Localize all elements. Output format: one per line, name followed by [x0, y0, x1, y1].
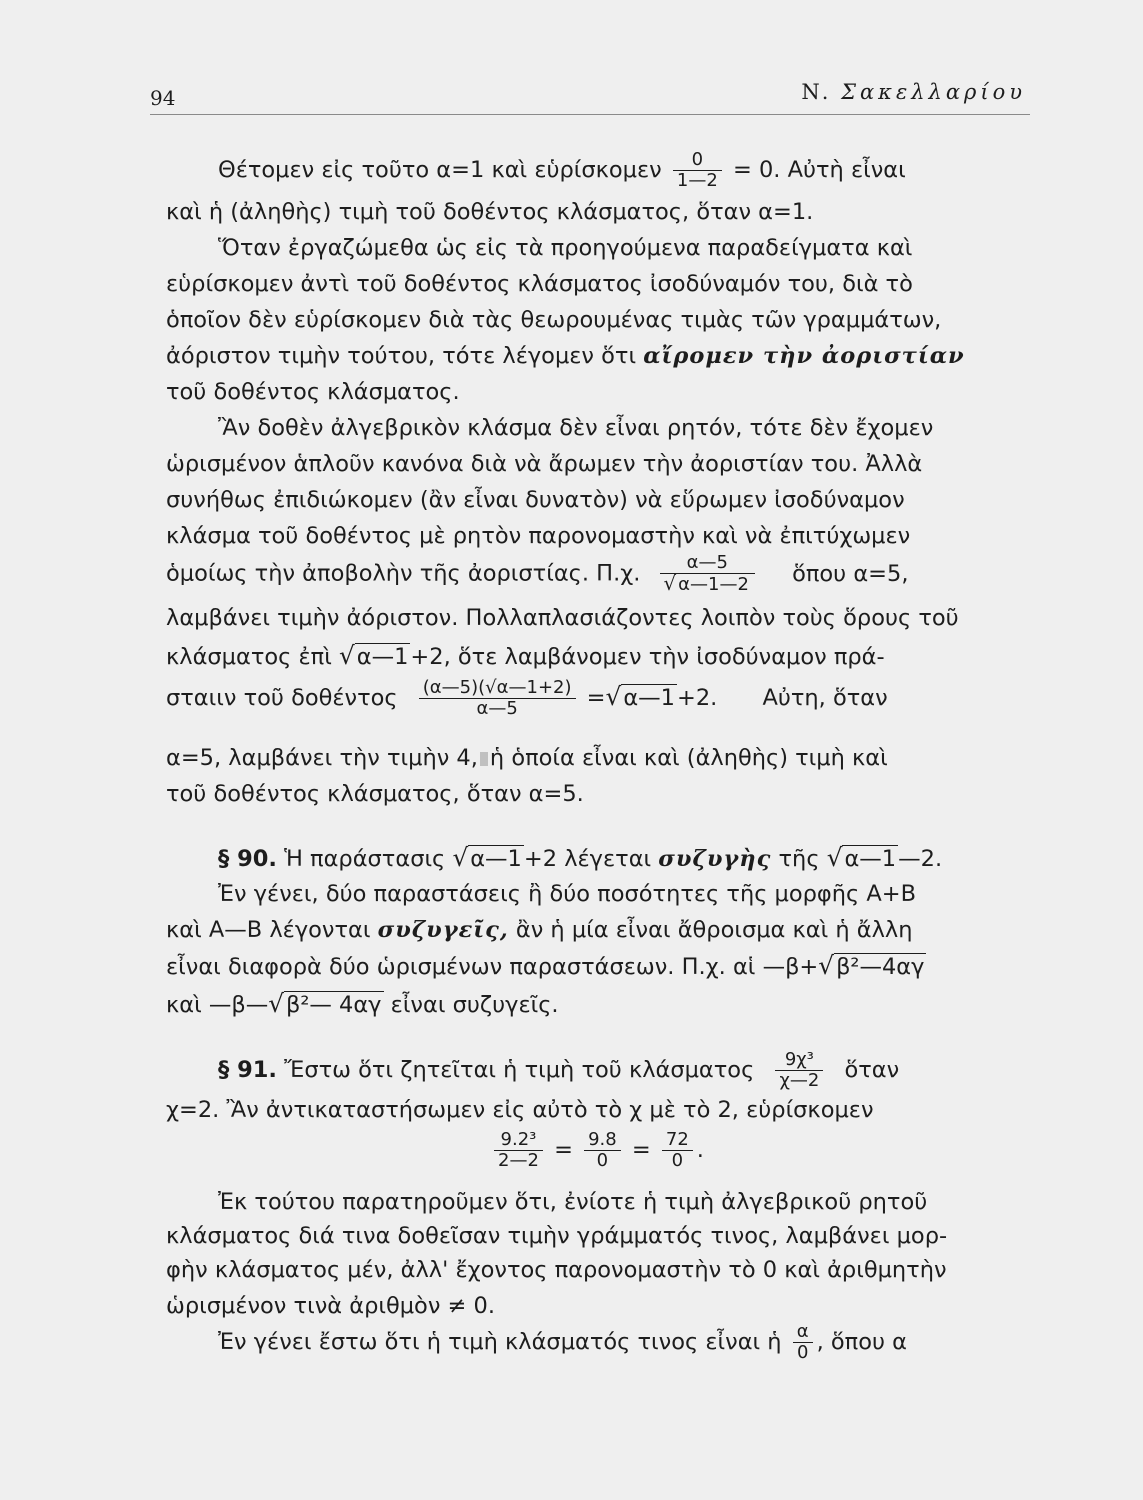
radicand: β²—4αγ: [836, 954, 925, 980]
text-span: ὁμοίως τὴν ἀποβολὴν τῆς ἀοριστίας. Π.χ.: [166, 560, 641, 587]
running-head-name: Σακελλαρίου: [841, 80, 1026, 104]
text-span: συνήθως ἐπιδιώκομεν (ἂν εἶναι δυνατὸν) νὰ εὕρωμεν ἰσοδύναμον: [166, 487, 905, 513]
text-span: ὅταν: [844, 1057, 900, 1083]
fraction: [775, 1050, 823, 1091]
text-span: Ἐκ τούτου παρατηροῦμεν ὅτι, ἐνίοτε ἡ τιμὴ ἀλγεβρικοῦ ρητοῦ: [218, 1189, 928, 1215]
fraction-numerator: α: [796, 1321, 809, 1342]
fraction: [793, 1322, 813, 1363]
text-span: +2.: [676, 685, 718, 711]
equals-sign: =: [586, 685, 606, 711]
text-span: ὡρισμένον τινὰ ἀριθμὸν ≠ 0.: [166, 1293, 496, 1319]
fraction: [673, 150, 722, 191]
section-91-line: [218, 1050, 1044, 1091]
radical: √β²— 4αγ: [268, 989, 382, 1018]
text-span: Ἐν γένει ἔστω ὅτι ἡ τιμὴ κλάσματός τινος εἶναι ἡ: [218, 1329, 782, 1355]
text-line-4: [166, 270, 1044, 298]
text-span: καὶ ἡ (ἀληθὴς) τιμὴ τοῦ δοθέντος κλάσματος, ὅταν α=1.: [166, 199, 814, 225]
text-line-5: [166, 306, 1044, 334]
text-line-21: [166, 952, 1044, 981]
fraction-numerator: α—5: [686, 552, 728, 573]
section-number: § 90.: [218, 846, 277, 872]
text-line-6: [166, 342, 1044, 370]
radical: √α—1: [826, 843, 897, 872]
text-span: τῆς: [778, 846, 820, 872]
section-number: § 91.: [218, 1057, 277, 1083]
running-head-initial: Ν.: [801, 80, 831, 104]
fraction-numerator: 9χ³: [784, 1049, 814, 1070]
text-span: ὡρισμένον ἁπλοῦν κανόνα διὰ νὰ ἄρωμεν τὴν ἀοριστίαν του. Ἀλλὰ: [166, 451, 923, 477]
text-line-15: [166, 678, 1044, 719]
fraction-denominator: [660, 573, 755, 595]
emphasized-term: συζυγὴς: [658, 846, 772, 872]
radicand: α—1—2: [678, 574, 749, 595]
fraction: [662, 1130, 693, 1171]
equation-line: [490, 1130, 790, 1171]
radicand: β²— 4αγ: [286, 992, 382, 1018]
text-line-12: [166, 553, 1044, 595]
ink-blot-mark: [480, 752, 488, 766]
text-span: Ἔστω ὅτι ζητεῖται ἡ τιμὴ τοῦ κλάσματος: [284, 1057, 755, 1083]
text-line-27: [166, 1222, 1044, 1250]
text-line-7: [166, 378, 1044, 406]
text-line-2: [166, 198, 1044, 226]
fraction: [584, 1130, 621, 1171]
fraction-denominator: 0: [793, 1342, 813, 1363]
page-header: [150, 80, 1030, 115]
text-span: τοῦ δοθέντος κλάσματος, ὅταν α=5.: [166, 781, 584, 807]
text-line-10: [166, 486, 1044, 514]
text-span: καὶ Α—Β λέγονται: [166, 917, 371, 943]
text-span: εὑρίσκομεν ἀντὶ τοῦ δοθέντος κλάσματος ἰσοδύναμόν του, διὰ τὸ: [166, 271, 913, 297]
running-head: [801, 80, 1026, 104]
text-span: ὅπου α=5,: [792, 560, 909, 587]
radicand: α—1: [356, 644, 409, 670]
text-line-22: [166, 990, 1044, 1019]
text-span: Ὅταν ἐργαζώμεθα ὡς εἰς τὰ προηγούμενα παραδείγματα καὶ: [218, 235, 913, 261]
radical: √ α—1—2: [663, 572, 749, 595]
text-span: φὴν κλάσματος μέν, ἀλλ' ἔχοντος παρονομαστὴν τὸ 0 καὶ ἀριθμητὴν: [166, 1257, 947, 1283]
fraction: [494, 1130, 543, 1171]
text-span: Ἂν δοθὲν ἀλγεβρικὸν κλάσμα δὲν εἶναι ρητόν, τότε δὲν ἔχομεν: [218, 415, 934, 441]
text-line-26: [218, 1188, 1044, 1216]
text-span: εἶναι διαφορὰ δύο ὡρισμένων παραστάσεων. Π.χ. αἱ —β+: [166, 954, 819, 980]
text-line-24: [166, 1096, 1044, 1124]
radical: √β²—4αγ: [818, 951, 925, 980]
page-number: 94: [150, 86, 176, 110]
text-span: Ἡ παράστασις: [284, 846, 446, 872]
text-span: λαμβάνει τιμὴν ἀόριστον. Πολλαπλασιάζοντες λοιπὸν τοὺς ὅρους τοῦ: [166, 605, 959, 631]
equals-sign: =: [631, 1137, 651, 1163]
fraction-numerator: 9.2³: [500, 1129, 537, 1150]
text-line-29: [166, 1292, 1044, 1320]
text-span: = 0. Αὐτὴ εἶναι: [732, 157, 906, 183]
text-line-1: [218, 150, 1044, 191]
text-line-20: [166, 916, 1044, 944]
radical: √α—1: [338, 641, 409, 670]
text-span: —2.: [898, 846, 943, 872]
text-span: ἡ ὁποία εἶναι καὶ (ἀληθὴς) τιμὴ καὶ: [489, 745, 888, 771]
text-span: , ὅπου α: [816, 1329, 907, 1355]
equals-sign: =: [554, 1137, 573, 1163]
text-span: +2 λέγεται: [523, 846, 652, 872]
text-span: χ=2. Ἂν ἀντικαταστήσωμεν εἰς αὐτὸ τὸ χ μὲ τὸ 2, εὑρίσκομεν: [166, 1097, 874, 1123]
text-span: Αὐτη, ὅταν: [762, 685, 888, 711]
emphasized-term: συζυγεῖς,: [377, 917, 509, 943]
fraction-numerator: (α—5)(√α—1+2): [422, 677, 572, 698]
text-line-16: [166, 744, 1044, 772]
text-span: ὁποῖον δὲν εὑρίσκομεν διὰ τὰς θεωρουμένας τιμὰς τῶν γραμμάτων,: [166, 307, 942, 333]
text-span: .: [696, 1137, 704, 1163]
fraction-numerator: 0: [691, 149, 704, 170]
emphasized-term: αἴρομεν τὴν ἀοριστίαν: [643, 343, 965, 369]
text-span: ἂν ἡ μία εἶναι ἄθροισμα καὶ ἡ ἄλλη: [515, 917, 913, 943]
text-span: καὶ —β—: [166, 992, 269, 1018]
fraction-denominator: 0: [584, 1150, 621, 1171]
radical: √α—1: [605, 682, 675, 711]
text-span: εἶναι συζυγεῖς.: [390, 992, 559, 1018]
text-span: Θέτομεν εἰς τοῦτο α=1 καὶ εὑρίσκομεν: [218, 157, 662, 183]
text-line-11: [166, 522, 1044, 550]
section-90-line: [218, 844, 1044, 873]
radicand: α—1: [623, 685, 675, 711]
fraction-numerator: 9.8: [588, 1129, 617, 1150]
text-span: +2, ὅτε λαμβάνομεν τὴν ἰσοδύναμον πρά-: [410, 644, 885, 670]
text-span: κλάσματος διά τινα δοθεῖσαν τιμὴν γράμματός τινος, λαμβάνει μορ-: [166, 1223, 948, 1249]
fraction-denominator: χ—2: [775, 1070, 823, 1091]
text-line-13: [166, 604, 1044, 632]
text-span: Ἐν γένει, δύο παραστάσεις ἢ δύο ποσότητες τῆς μορφῆς Α+Β: [218, 881, 917, 907]
radicand: α—1: [470, 846, 522, 872]
text-line-9: [166, 450, 1044, 478]
text-line-17: [166, 780, 1044, 808]
radicand: α—1: [844, 846, 897, 872]
text-span: τοῦ δοθέντος κλάσματος.: [166, 379, 460, 405]
fraction-denominator: 0: [662, 1150, 693, 1171]
fraction: [660, 553, 755, 595]
fraction-numerator: 72: [665, 1129, 689, 1150]
text-line-14: [166, 642, 1044, 671]
text-span: α=5, λαμβάνει τὴν τιμὴν 4,: [166, 745, 478, 771]
fraction-denominator: 2—2: [494, 1150, 543, 1171]
text-line-8: [218, 414, 1044, 442]
text-line-28: [166, 1256, 1044, 1284]
text-span: κλάσμα τοῦ δοθέντος μὲ ρητὸν παρονομαστὴν καὶ νὰ ἐπιτύχωμεν: [166, 523, 911, 549]
text-line-3: [218, 234, 1044, 262]
text-span: σταιιν τοῦ δοθέντος: [166, 685, 398, 711]
text-line-19: [218, 880, 1044, 908]
fraction-denominator: α—5: [419, 698, 576, 719]
radical: √α—1: [452, 843, 522, 872]
text-span: ἀόριστον τιμὴν τούτου, τότε λέγομεν ὅτι: [166, 343, 637, 369]
text-span: κλάσματος ἐπὶ: [166, 644, 332, 670]
fraction-denominator: 1—2: [673, 170, 722, 191]
text-line-30: [218, 1322, 1044, 1363]
fraction: [419, 678, 576, 719]
